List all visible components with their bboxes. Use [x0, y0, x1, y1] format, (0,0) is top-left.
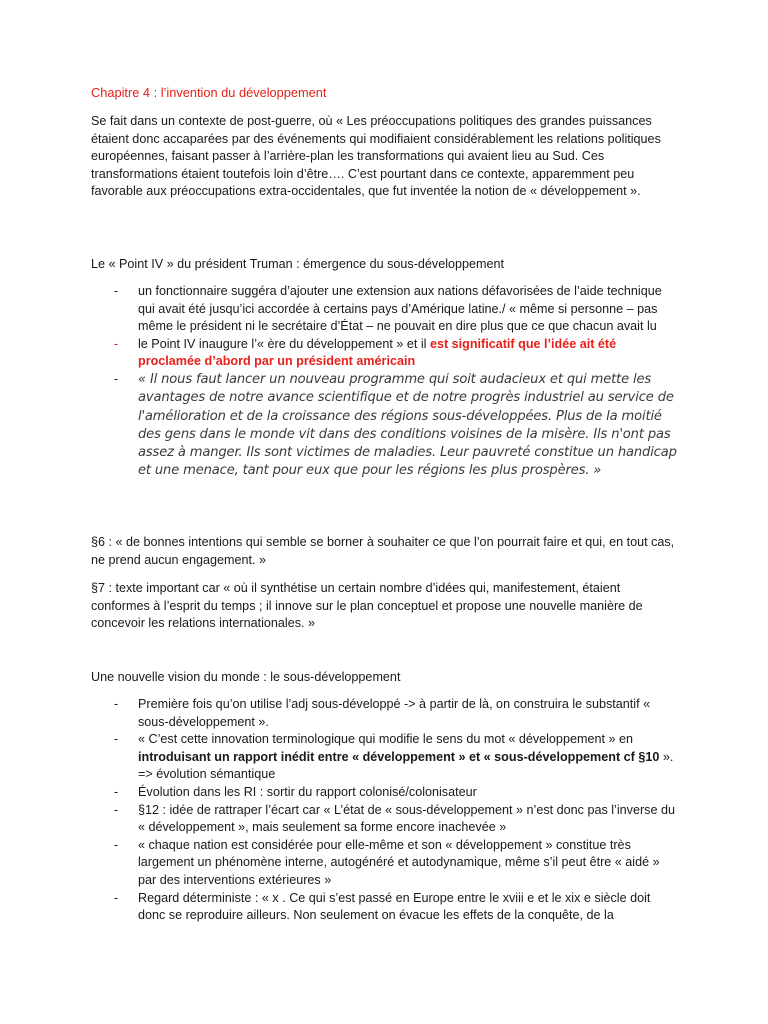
- list-item: [91, 837, 681, 890]
- list-item-text: ». => évolution sémantique: [138, 749, 674, 782]
- list-item: [91, 784, 681, 802]
- list-item: [91, 336, 681, 371]
- dash-bullet: -: [114, 336, 119, 351]
- dash-bullet: -: [114, 784, 119, 799]
- section1-list: [91, 283, 681, 481]
- list-item: [91, 890, 681, 925]
- section2-list: [91, 696, 681, 925]
- dash-bullet: -: [114, 732, 119, 747]
- list-item-text: §12 : idée de rattraper l’écart car « L’état de « sous-développement » n’est donc pas l’inverse du « développement », mais seulement sa forme encore inachevée »: [138, 802, 675, 835]
- chapter-title: Chapitre 4 : l’invention du développement: [91, 85, 327, 100]
- list-item-text: Évolution dans les RI : sortir du rapport colonisé/colonisateur: [138, 784, 477, 799]
- list-item-text: « C’est cette innovation terminologique qui modifie le sens du mot « développement » en: [138, 732, 633, 747]
- dash-bullet: -: [114, 371, 119, 386]
- dash-bullet: -: [114, 284, 119, 298]
- list-item-text: le Point IV inaugure l’« ère du développement » et il: [138, 336, 430, 351]
- highlighted-text: est significatif que l’idée ait été proclamée d’abord par un président américain: [138, 336, 617, 369]
- list-item: [91, 283, 681, 336]
- dash-bullet: -: [114, 697, 119, 711]
- list-item: [91, 731, 681, 784]
- list-item: [91, 696, 681, 731]
- dash-bullet: -: [114, 890, 119, 905]
- paragraph-6: §6 : « de bonnes intentions qui semble se borner à souhaiter ce que l’on pourrait faire et qui, en tout cas, ne prend aucun engagement. »: [91, 535, 675, 567]
- list-item: [91, 802, 681, 837]
- paragraph-7: §7 : texte important car « où il synthétise un certain nombre d’idées qui, manifestement, étaient conformes à l’esprit du temps ; il innove sur le plan conceptuel et propose une nouvelle manière de concevoir les relations internationales. »: [91, 581, 643, 631]
- truman-quote: « Il nous faut lancer un nouveau programme qui soit audacieux et qui mette les avantages de notre avance scientifique et de notre progrès industriel au service de l'amélioration et de la croissance des régions sous-développées. Plus de la moitié des gens dans le monde vit dans des conditions voisines de la misère. Ils n'ont pas assez à manger. Ils sont victimes de maladies. Leur pauvreté constitue un handicap et une menace, tant pour eux que pour les régions les plus prospères. »: [138, 371, 677, 479]
- section2-heading: Une nouvelle vision du monde : le sous-développement: [91, 670, 401, 684]
- list-item-text: Première fois qu’on utilise l’adj sous-développé -> à partir de là, on construira le substantif « sous-développement ».: [138, 697, 651, 729]
- list-item-text: « chaque nation est considérée pour elle-même et son « développement » constitue très largement un phénomène interne, autogénéré et autodynamique, même s’il peut être « aidé » par des interventions extérieures »: [138, 837, 660, 887]
- list-item-text: Regard déterministe : « x . Ce qui s’est passé en Europe entre le xviii e et le xix e siècle doit donc se reproduire ailleurs. Non seulement on évacue les effets de la conquête, de la: [138, 890, 651, 923]
- dash-bullet: -: [114, 837, 119, 852]
- list-item: [91, 371, 681, 481]
- section1-heading: Le « Point IV » du président Truman : émergence du sous-développement: [91, 257, 505, 271]
- bold-text: introduisant un rapport inédit entre « développement » et « sous-développement cf §10: [138, 749, 660, 764]
- list-item-text: un fonctionnaire suggéra d’ajouter une extension aux nations défavorisées de l’aide technique qui avait été jusqu’ici accordée à certains pays d’Amérique latine./ « même si personne – pas même le président ni le secrétaire d’État – ne pouvait en dire plus que ce que chacun avait lu: [138, 284, 662, 334]
- intro-paragraph: Se fait dans un contexte de post-guerre, où « Les préoccupations politiques des grandes puissances étaient donc accaparées par des événements qui modifiaient considérablement les relations politiques européennes, faisant passer à l’arrière-plan les transformations qui avaient lieu au Sud. Ces transformations étaient toutefois loin d’être…. C’est pourtant dans ce contexte, apparemment peu favorable aux préoccupations extra-occidentales, que fut inventée la notion de « développement ».: [91, 114, 661, 199]
- dash-bullet: -: [114, 802, 119, 817]
